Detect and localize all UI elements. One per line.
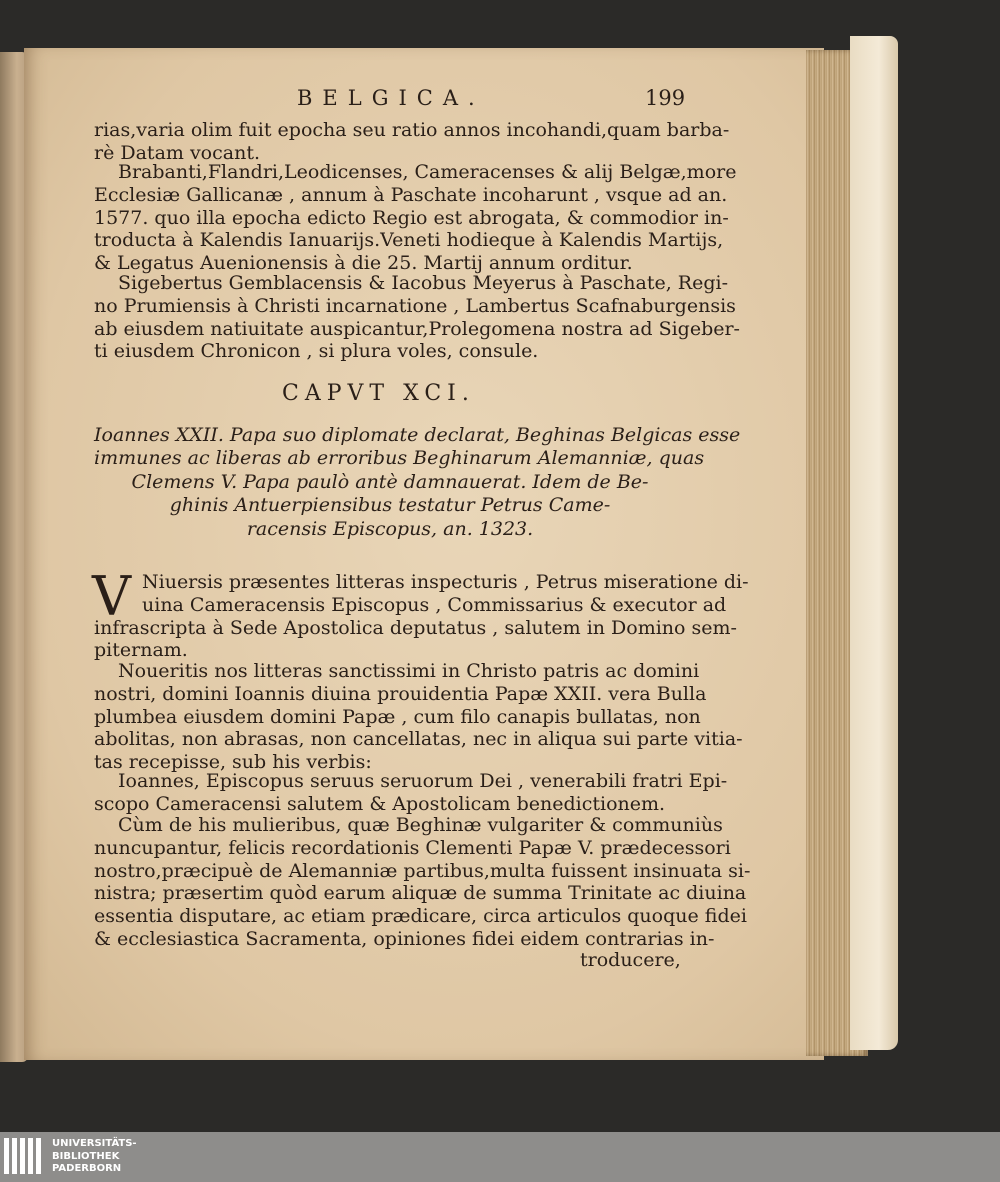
- text-line: racensis Episcopus, an. 1323.: [246, 517, 534, 540]
- text-line: plumbea eiusdem domini Papæ , cum filo canapis bullatas, non: [94, 705, 701, 728]
- library-logo-icon: [4, 1138, 44, 1174]
- text-line: rias,varia olim fuit epocha seu ratio annos incohandi,quam barba-: [94, 119, 730, 141]
- text-line: Ioannes XXII. Papa suo diplomate declarat, Beghinas Belgicas esse: [94, 424, 741, 446]
- chapter-summary: [94, 424, 741, 541]
- catchword: troducere,: [580, 949, 681, 971]
- text-line: abolitas, non abrasas, non cancellatas, nec in aliqua sui parte vitia-: [94, 728, 743, 751]
- text-line: 1577. quo illa epocha edicto Regio est abrogata, & commodior in-: [94, 206, 729, 229]
- text-line: & Legatus Auenionensis à die 25. Martij annum orditur.: [94, 252, 633, 275]
- text-line: ab eiusdem natiuitate auspicantur,Prolegomena nostra ad Sigeber-: [94, 317, 740, 340]
- paragraph: [94, 770, 727, 816]
- chapter-title: CAPVT XCI.: [282, 381, 475, 406]
- text-line: Clemens V. Papa paulò antè damnauerat. Idem de Be-: [131, 470, 649, 493]
- text-line: rè Datam vocant.: [94, 141, 260, 164]
- text-line: essentia disputare, ac etiam prædicare, circa articulos quoque fidei: [94, 905, 747, 928]
- text-line: piternam.: [94, 639, 188, 662]
- library-footer: [0, 1132, 1000, 1182]
- text-line: Sigebertus Gemblacensis & Iacobus Meyerus à Paschate, Regi-: [118, 272, 728, 294]
- text-line: nostri, domini Ioannis diuina prouidentia Papæ XXII. vera Bulla: [94, 682, 707, 705]
- page-number: 199: [645, 86, 686, 110]
- paragraph: [92, 565, 749, 662]
- text-line: Niuersis præsentes litteras inspecturis , Petrus miseratione di-: [142, 571, 749, 593]
- text-line: ti eiusdem Chronicon , si plura voles, consule.: [94, 340, 539, 363]
- text-line: scopo Cameracensi salutem & Apostolicam benedictionem.: [94, 792, 666, 815]
- text-line: uina Cameracensis Episcopus , Commissarius & executor ad: [142, 593, 727, 616]
- paragraph: [94, 272, 740, 363]
- text-line: ghinis Antuerpiensibus testatur Petrus Came-: [169, 494, 611, 517]
- text-line: nistra; præsertim quòd earum aliquæ de summa Trinitate ac diuina: [94, 882, 747, 905]
- paragraph: [94, 119, 729, 165]
- text-line: Ioannes, Episcopus seruus seruorum Dei , venerabili fratri Epi-: [118, 770, 728, 792]
- paragraph: [94, 814, 750, 951]
- text-line: & ecclesiastica Sacramenta, opiniones fidei eidem contrarias in-: [94, 927, 715, 950]
- text-line: no Prumiensis à Christi incarnatione , Lambertus Scafnaburgensis: [94, 294, 736, 317]
- logo-line: BIBLIOTHEK: [52, 1150, 120, 1162]
- paragraph: [94, 161, 736, 275]
- paragraph: [94, 660, 743, 774]
- text-line: nuncupantur, felicis recordationis Clementi Papæ V. prædecessori: [94, 836, 731, 859]
- running-head: BELGICA.: [297, 86, 485, 110]
- text-line: Ecclesiæ Gallicanæ , annum à Paschate incoharunt , vsque ad an.: [94, 183, 728, 206]
- text-line: troducta à Kalendis Ianuarijs.Veneti hodieque à Kalendis Martijs,: [94, 229, 724, 252]
- text-line: Noueritis nos litteras sanctissimi in Christo patris ac domini: [118, 660, 700, 682]
- text-line: Cùm de his mulieribus, quæ Beghinæ vulgariter & communiùs: [118, 814, 723, 836]
- text-line: infrascripta à Sede Apostolica deputatus , salutem in Domino sem-: [94, 616, 737, 639]
- text-line: nostro,præcipuè de Alemanniæ partibus,multa fuissent insinuata si-: [94, 859, 751, 882]
- logo-line: PADERBORN: [52, 1163, 122, 1174]
- text-line: immunes ac liberas ab erroribus Beghinarum Alemanniæ, quas: [94, 447, 705, 470]
- book-cover-edge: [850, 36, 898, 1050]
- text-line: Brabanti,Flandri,Leodicenses, Cameracenses & alij Belgæ,more: [118, 161, 737, 183]
- logo-line: UNIVERSITÄTS-: [52, 1138, 137, 1149]
- drop-cap: V: [92, 565, 131, 628]
- text-line: tas recepisse, sub his verbis:: [94, 751, 372, 774]
- library-logo-text: [52, 1138, 137, 1176]
